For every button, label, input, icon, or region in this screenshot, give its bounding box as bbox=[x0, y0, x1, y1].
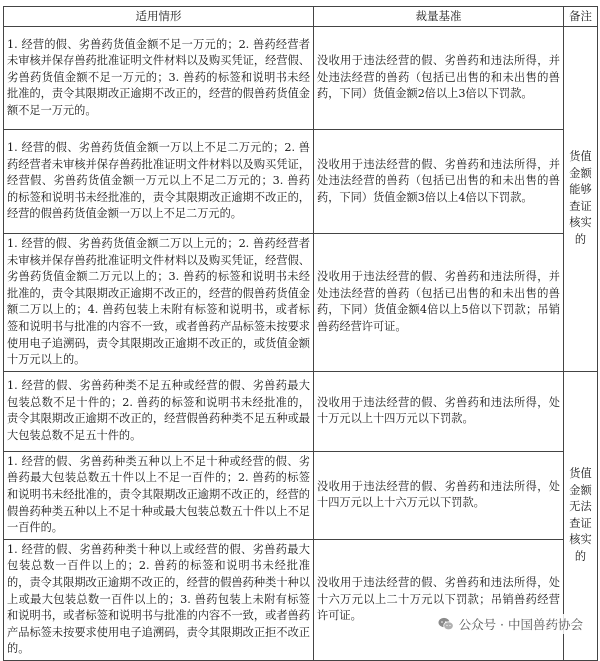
wechat-icon bbox=[438, 617, 454, 631]
table-row bbox=[4, 451, 598, 539]
row-4-condition: 1. 经营的假、劣兽药种类不足五种或经营的假、劣兽药最大包装总数不足十件的；2. 兽药的标签和说明书未经批准的，责令其限期改正逾期不改正的，经营假兽药种类不足五种或最大包装总数不足五十件的。 bbox=[4, 371, 314, 451]
row-1-standard: 没收用于违法经营的假、劣兽药和违法所得，并处违法经营的兽药（包括已出售的和未出售的兽药，下同）货值金额2倍以上3倍以下罚款。 bbox=[314, 27, 564, 130]
row-2-condition: 1. 经营的假、劣兽药货值金额一万以上不足二万元的；2. 兽药经营者未审核并保存兽药批准证明文件材料以及购买凭证，经营假、劣兽药货值金额一万元以上不足二万元的；3. 兽药的标签和说明书未经批准的，责令其限期改正逾期不改正的，经营的假兽药货值金额一万以上不足二万元的。 bbox=[4, 130, 314, 234]
table-header-row bbox=[4, 7, 598, 27]
watermark-text: 公众号 · 中国兽药协会 bbox=[458, 617, 583, 632]
table-row bbox=[4, 130, 598, 234]
row-3-standard: 没收用于违法经营的假、劣兽药和违法所得，并处违法经营的兽药（包括已出售的和未出售的兽药，下同）货值金额4倍以上5倍以下罚款；吊销兽药经营许可证。 bbox=[314, 234, 564, 372]
row-6-standard: 没收用于违法经营的假、劣兽药和违法所得，处十六万元以上二十万元以下罚款；吊销兽药经营许可证。 bbox=[314, 539, 564, 660]
row-6-condition: 1. 经营的假、劣兽药种类十种以上或经营的假、劣兽药最大包装总数一百件以上的；2. 兽药的标签和说明书未经批准的，责令其限期改正逾期不改正的，经营的假兽药种类十种以上或最大包装总数一百件以上的；3. 兽药包装上未附有标签和说明书，或者标签和说明书与批准的内容不一致，或者兽药产品标签未按要求使用电子追溯码，责令其限期改正拒不改正的。 bbox=[4, 539, 314, 660]
row-1-condition: 1. 经营的假、劣兽药货值金额不足一万元的；2. 兽药经营者未审核并保存兽药批准证明文件材料以及购买凭证，经营假、劣兽药货值金额不足一万元的；3. 兽药的标签和说明书未经批准的，责令其限期改正逾期不改正的，经营的假兽药货值金额不足一万元的。 bbox=[4, 27, 314, 130]
table-row bbox=[4, 27, 598, 130]
penalty-discretion-table bbox=[3, 6, 598, 661]
table-row bbox=[4, 234, 598, 372]
header-note: 备注 bbox=[564, 7, 598, 27]
note-value-unverifiable: 货值金额无法查证核实的 bbox=[564, 371, 598, 660]
row-3-condition: 1. 经营的假、劣兽药货值金额二万以上元的；2. 兽药经营者未审核并保存兽药批准证明文件材料以及购买凭证，经营假、劣兽药货值金额二万元以上的；3. 兽药的标签和说明书未经批准的，责令其限期改正逾期不改正的，经营的假兽药货值金额二万以上的；4. 兽药包装上未附有标签和说明书，或者标签和说明书与批准的内容不一致，或者兽药产品标签未按要求使用电子追溯码，责令其限期改正逾期不改正的，或货值金额十万元以上的。 bbox=[4, 234, 314, 372]
row-2-standard: 没收用于违法经营的假、劣兽药和违法所得，并处违法经营的兽药（包括已出售的和未出售的兽药，下同）货值金额3倍以上4倍以下罚款。 bbox=[314, 130, 564, 234]
note-value-verifiable: 货值金额能够查证核实的 bbox=[564, 27, 598, 372]
header-standard: 裁量基准 bbox=[314, 7, 564, 27]
table-row bbox=[4, 371, 598, 451]
table-row bbox=[4, 539, 598, 660]
watermark bbox=[435, 614, 586, 634]
row-5-condition: 1. 经营的假、劣兽药种类五种以上不足十种或经营的假、劣兽药最大包装总数五十件以上不足一百件的；2. 兽药的标签和说明书未经批准的，责令其限期改正逾期不改正的，经营的假兽药种类五种以上不足十种或最大包装总数五十件以上不足一百件的。 bbox=[4, 451, 314, 539]
row-5-standard: 没收用于违法经营的假、劣兽药和违法所得，处十四万元以上十六万元以下罚款。 bbox=[314, 451, 564, 539]
header-condition: 适用情形 bbox=[4, 7, 314, 27]
row-4-standard: 没收用于违法经营的假、劣兽药和违法所得，处十万元以上十四万元以下罚款。 bbox=[314, 371, 564, 451]
